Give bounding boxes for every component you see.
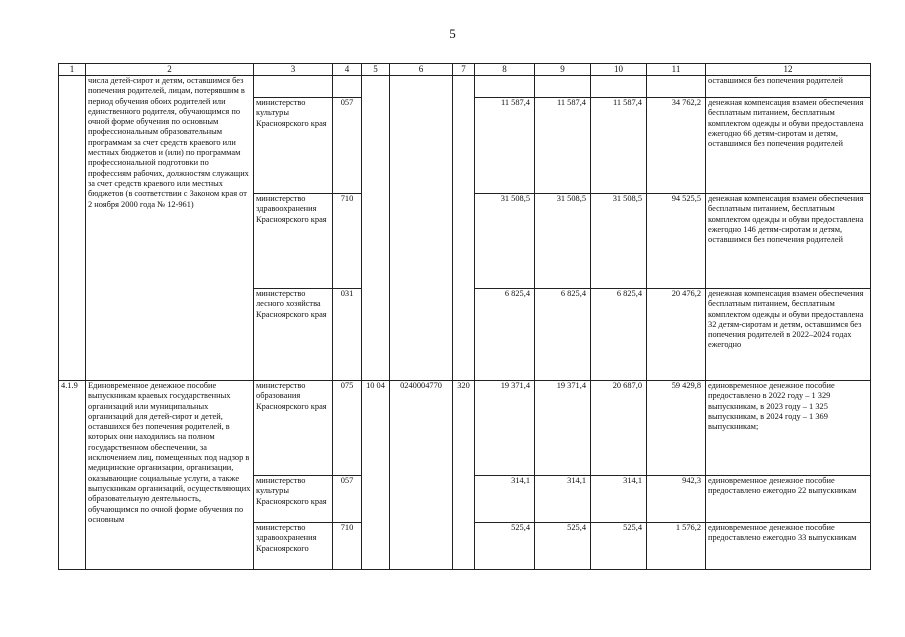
ministry-cell: министерство образования Красноярского края bbox=[254, 381, 333, 476]
result-text: денежная компенсация взамен обеспечения бесплатным питанием, бесплатным комплектом одежды и обуви предоставлена 32 детям-сиротам и детям, оставшимся без попечения родителей в 2022–2024 годах ежегодно bbox=[706, 289, 871, 381]
ministry-cell: министерство культуры Красноярского края bbox=[254, 98, 333, 194]
column-header-row bbox=[59, 64, 871, 76]
result-text: единовременное денежное пособие предоставлено в 2022 году – 1 329 выпускникам, в 2023 году – 1 325 выпускникам, в 2024 году – 1 369 выпускникам; bbox=[706, 381, 871, 476]
activity-description: Единовременное денежное пособие выпускникам краевых государственных организаций или муниципальных организаций для детей-сирот и детей, оставшихся без попечения родителей, в которых они находились на полном государственном обеспечении, за исключением лиц, помещенных под надзор в медицинские организации, организации, оказывающие социальные услуги, а также выпускникам организаций, осуществляющих образовательную деятельность, обучающимся по очной форме обучения по основным bbox=[86, 381, 254, 570]
page-number: 5 bbox=[449, 26, 456, 41]
code-cell: 710 bbox=[333, 523, 362, 570]
col-header: 8 bbox=[475, 64, 535, 76]
amount-2023: 314,1 bbox=[535, 476, 591, 523]
amount-2024: 20 687,0 bbox=[591, 381, 647, 476]
target-code: 0240004770 bbox=[390, 381, 453, 570]
result-text: денежная компенсация взамен обеспечения бесплатным питанием, бесплатным комплектом одежды и обуви предоставлена ежегодно 66 детям-сиротам и детям, оставшимся без попечения родителей bbox=[706, 98, 871, 194]
col-header: 12 bbox=[706, 64, 871, 76]
table-row bbox=[59, 76, 871, 98]
code-cell: 031 bbox=[333, 289, 362, 381]
amount-2022: 19 371,4 bbox=[475, 381, 535, 476]
code-cell: 057 bbox=[333, 98, 362, 194]
col-header: 3 bbox=[254, 64, 333, 76]
amount-total: 34 762,2 bbox=[647, 98, 706, 194]
ministry-cell: министерство лесного хозяйства Красноярского края bbox=[254, 289, 333, 381]
amount-total: 59 429,8 bbox=[647, 381, 706, 476]
col-header: 4 bbox=[333, 64, 362, 76]
ministry-cell: министерство культуры Красноярского края bbox=[254, 476, 333, 523]
col-header: 2 bbox=[86, 64, 254, 76]
amount-2022: 11 587,4 bbox=[475, 98, 535, 194]
result-text: единовременное денежное пособие предоставлено ежегодно 22 выпускникам bbox=[706, 476, 871, 523]
amount-2023: 525,4 bbox=[535, 523, 591, 570]
col-header: 9 bbox=[535, 64, 591, 76]
row-number: 4.1.9 bbox=[59, 381, 86, 570]
result-text: денежная компенсация взамен обеспечения бесплатным питанием, бесплатным комплектом одежды и обуви предоставлена ежегодно 146 детям-сиротам и детям, оставшимся без попечения родителей bbox=[706, 194, 871, 289]
amount-2024: 6 825,4 bbox=[591, 289, 647, 381]
col-header: 5 bbox=[362, 64, 390, 76]
kind-code: 320 bbox=[453, 381, 475, 570]
amount-2024: 314,1 bbox=[591, 476, 647, 523]
amount-total: 94 525,5 bbox=[647, 194, 706, 289]
amount-2023: 11 587,4 bbox=[535, 98, 591, 194]
amount-2024: 525,4 bbox=[591, 523, 647, 570]
amount-2022: 31 508,5 bbox=[475, 194, 535, 289]
code-cell: 075 bbox=[333, 381, 362, 476]
activity-description: числа детей-сирот и детям, оставшимся без попечения родителей, лицам, потерявшим в период обучения обоих родителей или единственного родителя, обучающимся по очной форме обучения по основным профессиональным образовательным программам за счет средств краевого или местных бюджетов и (или) по программам профессиональной подготовки по профессиям рабочих, должностям служащих за счет средств краевого или местных бюджетов (в соответствии с Законом края от 2 ноября 2000 года № 12-961) bbox=[86, 76, 254, 381]
amount-2024: 11 587,4 bbox=[591, 98, 647, 194]
budget-table bbox=[58, 63, 871, 570]
amount-2023: 6 825,4 bbox=[535, 289, 591, 381]
code-cell: 710 bbox=[333, 194, 362, 289]
amount-total: 1 576,2 bbox=[647, 523, 706, 570]
amount-2022: 525,4 bbox=[475, 523, 535, 570]
col-header: 10 bbox=[591, 64, 647, 76]
amount-2023: 19 371,4 bbox=[535, 381, 591, 476]
ministry-cell: министерство здравоохранения Красноярского bbox=[254, 523, 333, 570]
code-cell: 057 bbox=[333, 476, 362, 523]
col-header: 6 bbox=[390, 64, 453, 76]
amount-2022: 314,1 bbox=[475, 476, 535, 523]
col-header: 7 bbox=[453, 64, 475, 76]
section-code: 10 04 bbox=[362, 381, 390, 570]
amount-total: 942,3 bbox=[647, 476, 706, 523]
ministry-cell: министерство здравоохранения Красноярского края bbox=[254, 194, 333, 289]
col-header: 1 bbox=[59, 64, 86, 76]
table-row bbox=[59, 381, 871, 476]
result-text: единовременное денежное пособие предоставлено ежегодно 33 выпускникам bbox=[706, 523, 871, 570]
amount-2023: 31 508,5 bbox=[535, 194, 591, 289]
amount-2022: 6 825,4 bbox=[475, 289, 535, 381]
amount-2024: 31 508,5 bbox=[591, 194, 647, 289]
col-header: 11 bbox=[647, 64, 706, 76]
result-text: оставшимся без попечения родителей bbox=[706, 76, 871, 98]
amount-total: 20 476,2 bbox=[647, 289, 706, 381]
